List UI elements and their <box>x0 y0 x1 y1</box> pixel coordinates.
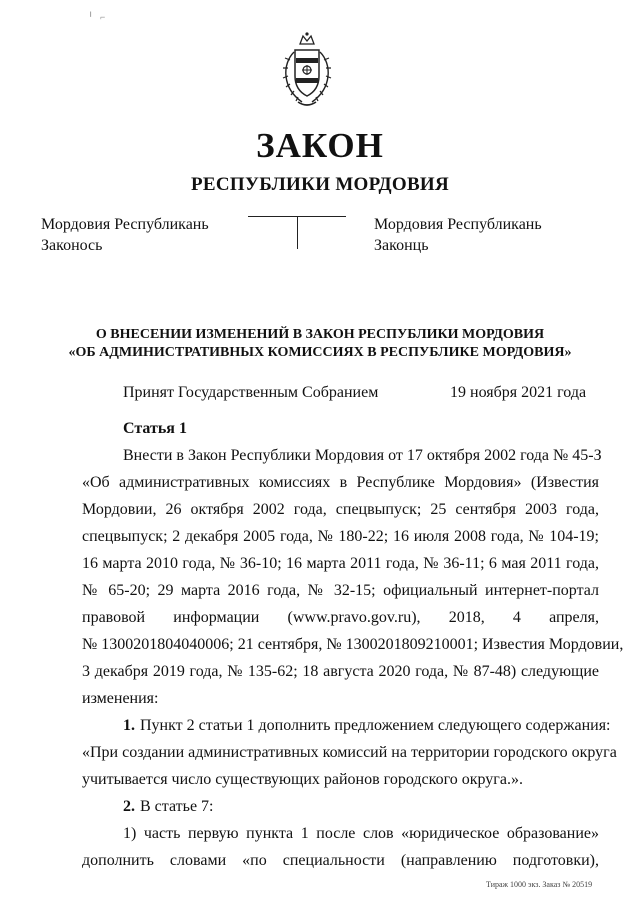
para-line: изменения: <box>82 690 159 707</box>
subitem-line: дополнить словами «по специальности (направлению подготовки), <box>82 852 599 869</box>
item-text: В статье 7: <box>140 798 214 815</box>
item-number: 2. <box>123 798 135 815</box>
item-line: учитывается число существующих районов городского округа.». <box>82 771 523 788</box>
header-left <box>41 214 209 256</box>
coat-of-arms-icon <box>276 30 338 110</box>
header-right <box>374 214 542 256</box>
print-info: Тираж 1000 экз. Заказ № 20519 <box>486 880 593 889</box>
para-line: спецвыпуск; 2 декабря 2005 года, № 180-22; 16 июля 2008 года, № 104-19; <box>82 528 599 545</box>
header-left-line: Мордовия Республикань <box>41 216 209 233</box>
para-line: правовой информации (www.pravo.gov.ru), 2018, 4 апреля, <box>82 609 599 626</box>
para-line: 3 декабря 2019 года, № 135-62; 18 августа 2020 года, № 87-48) следующие <box>82 663 599 680</box>
scan-mark: ╵ ⌐ <box>88 12 106 22</box>
header-right-line: Законць <box>374 237 429 254</box>
document-subtitle: РЕСПУБЛИКИ МОРДОВИЯ <box>190 174 450 195</box>
header-right-line: Мордовия Республикань <box>374 216 542 233</box>
para-line: Внести в Закон Республики Мордовия от 17 октября 2002 года № 45-З <box>123 447 602 464</box>
adopted-date: 19 ноября 2021 года <box>450 384 587 401</box>
law-heading-line: «ОБ АДМИНИСТРАТИВНЫХ КОМИССИЯХ В РЕСПУБЛИКЕ МОРДОВИЯ» <box>68 345 572 360</box>
article-title: Статья 1 <box>123 420 187 437</box>
law-heading-line: О ВНЕСЕНИИ ИЗМЕНЕНИЙ В ЗАКОН РЕСПУБЛИКИ МОРДОВИЯ <box>95 327 545 342</box>
para-line: 16 марта 2010 года, № 36-10; 16 марта 2011 года, № 36-11; 6 мая 2011 года, <box>82 555 599 572</box>
item-line: «При создании административных комиссий на территории городского округа <box>82 744 617 761</box>
para-line: № 1300201804040006; 21 сентября, № 1300201809210001; Известия Мордовии, <box>82 636 624 653</box>
para-line: № 65-20; 29 марта 2016 года, № 32-15; официальный интернет-портал <box>82 582 599 599</box>
item-text: Пункт 2 статьи 1 дополнить предложением следующего содержания: <box>140 717 611 734</box>
adopted-by: Принят Государственным Собранием <box>123 384 379 401</box>
header-divider-vertical <box>297 216 298 249</box>
para-line: Мордовии, 26 октября 2002 года, спецвыпуск; 25 сентября 2003 года, <box>82 501 599 518</box>
item-1 <box>123 716 611 736</box>
item-2 <box>123 797 213 817</box>
law-heading <box>0 326 640 362</box>
header-left-line: Законось <box>41 237 103 254</box>
para-line: «Об административных комиссиях в Республике Мордовия» (Известия <box>82 474 599 491</box>
document-title: ЗАКОН <box>256 126 384 165</box>
subitem-line: 1) часть первую пункта 1 после слов «юридическое образование» <box>123 825 599 842</box>
item-number: 1. <box>123 717 135 734</box>
